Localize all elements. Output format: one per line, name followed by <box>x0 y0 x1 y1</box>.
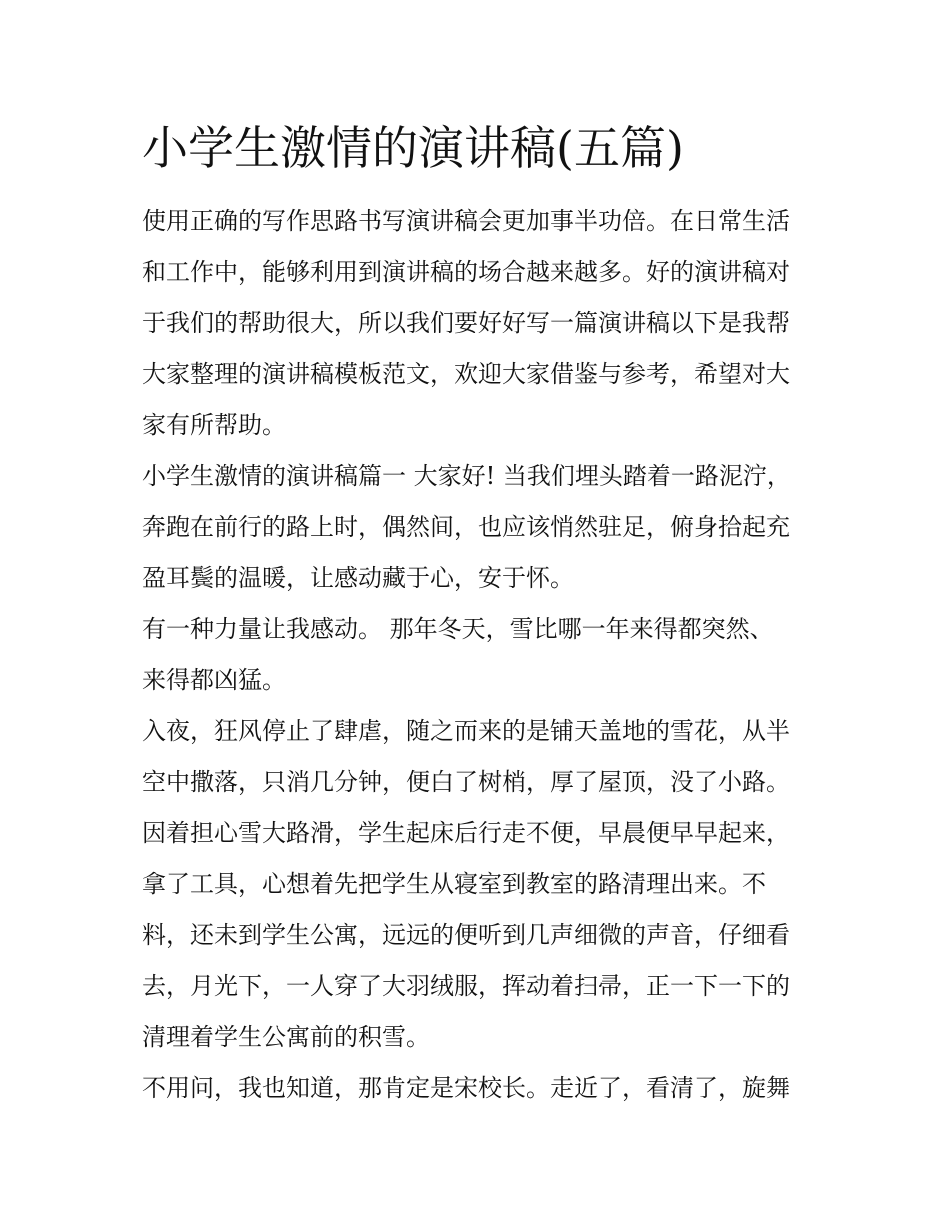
text-line: 来得都凶猛。 <box>142 666 286 694</box>
text-line: 空中撒落，只消几分钟，便白了树梢，厚了屋顶，没了小路。 <box>142 768 790 796</box>
text-line: 因着担心雪大路滑，学生起床后行走不便，早晨便早早起来， <box>142 819 790 847</box>
text-line: 料，还未到学生公寓，远远的便听到几声细微的声音，仔细看 <box>142 921 790 949</box>
text-line: 于我们的帮助很大，所以我们要好好写一篇演讲稿以下是我帮 <box>142 309 790 337</box>
document-body <box>142 196 814 1114</box>
text-line: 大家整理的演讲稿模板范文，欢迎大家借鉴与参考，希望对大 <box>142 360 790 388</box>
text-line: 盈耳鬓的温暖，让感动藏于心，安于怀。 <box>142 564 574 592</box>
text-line: 清理着学生公寓前的积雪。 <box>142 1023 430 1051</box>
text-line: 家有所帮助。 <box>142 411 286 439</box>
text-line: 不用问，我也知道，那肯定是宋校长。走近了，看清了，旋舞 <box>142 1074 790 1102</box>
text-line: 有一种力量让我感动。 那年冬天，雪比哪一年来得都突然、 <box>142 615 774 643</box>
text-line: 去，月光下，一人穿了大羽绒服，挥动着扫帚，正一下一下的 <box>142 972 790 1000</box>
text-line: 和工作中，能够利用到演讲稿的场合越来越多。好的演讲稿对 <box>142 258 790 286</box>
text-line: 入夜，狂风停止了肆虐，随之而来的是铺天盖地的雪花，从半 <box>142 717 790 745</box>
text-line: 奔跑在前行的路上时，偶然间，也应该悄然驻足，俯身拾起充 <box>142 513 790 541</box>
text-line: 使用正确的写作思路书写演讲稿会更加事半功倍。在日常生活 <box>142 207 790 235</box>
text-line: 拿了工具，心想着先把学生从寝室到教室的路清理出来。不 <box>142 870 766 898</box>
text-line: 小学生激情的演讲稿篇一 大家好! 当我们埋头踏着一路泥泞， <box>142 462 791 490</box>
document-title: 小学生激情的演讲稿(五篇) <box>142 121 684 175</box>
